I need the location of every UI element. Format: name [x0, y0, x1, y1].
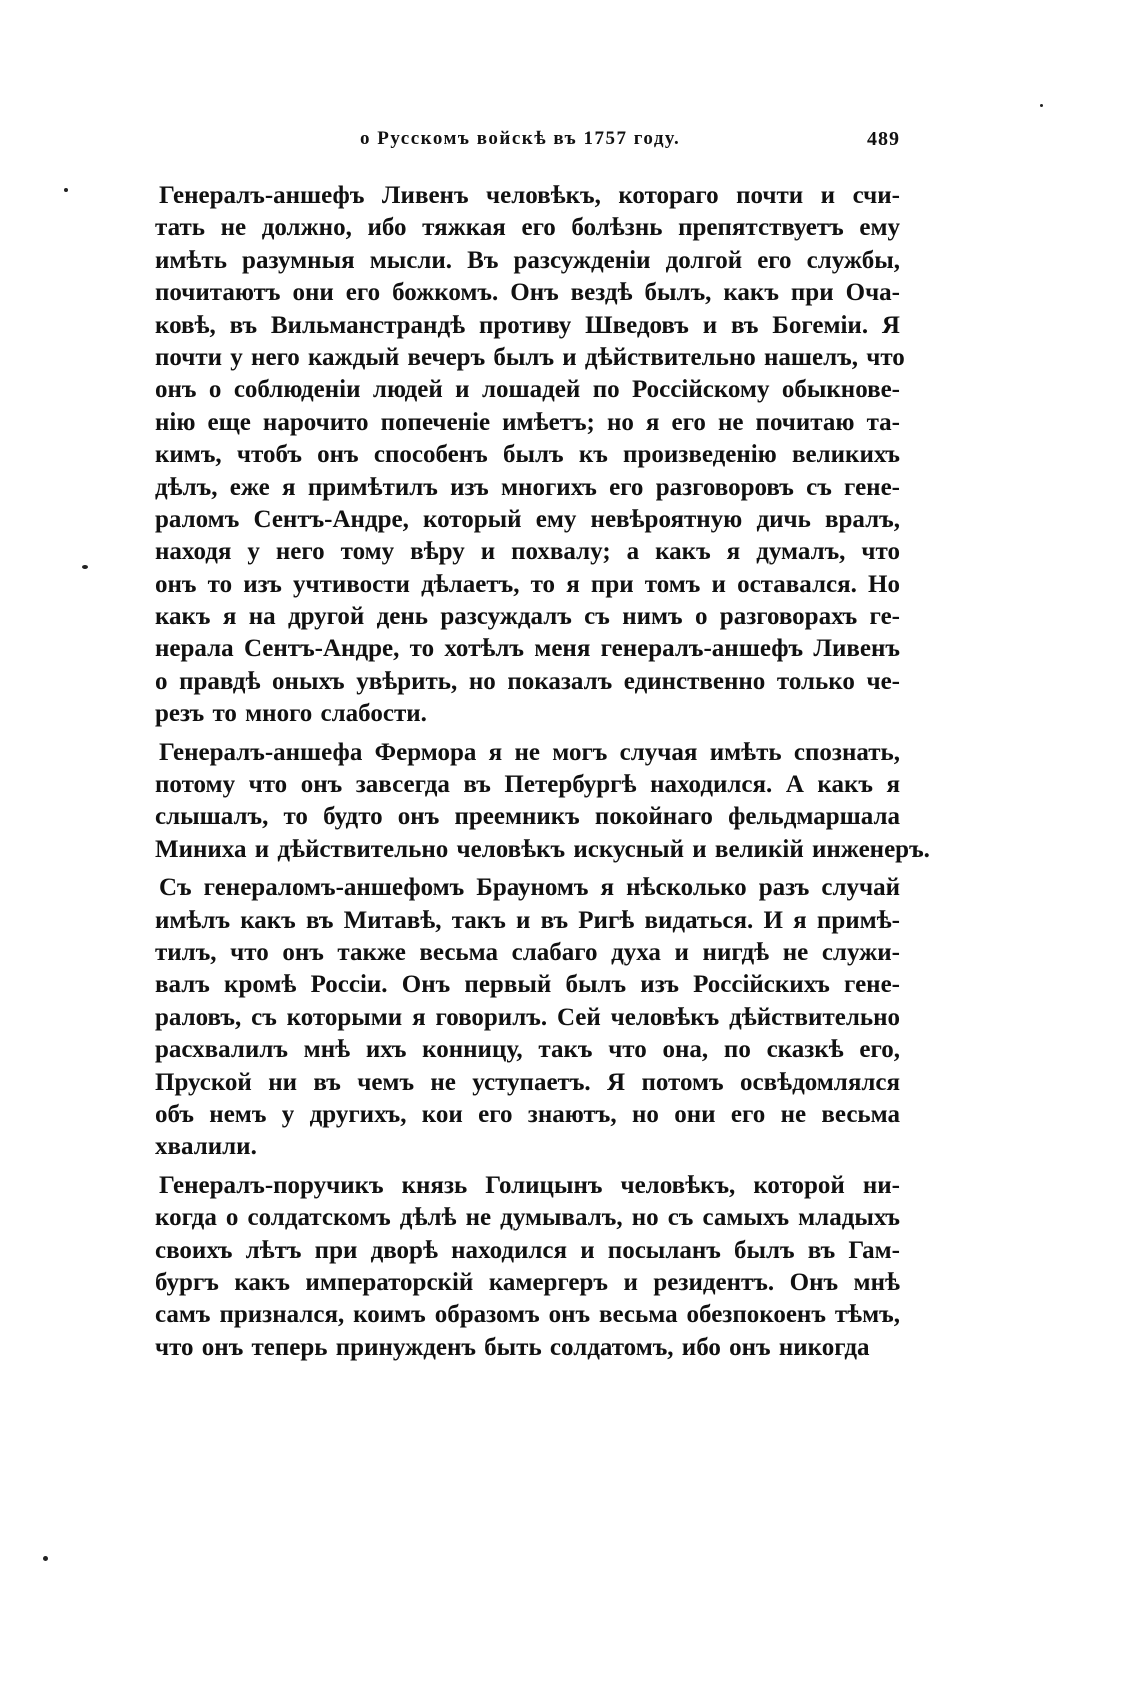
text-line: имѣть разумныя мысли. Въ разсужденіи долгой его службы, [155, 246, 900, 274]
paragraph [155, 737, 930, 867]
text-line: онъ о соблюденіи людей и лошадей по Россійскому обыкнове- [155, 376, 900, 404]
text-line: Генералъ-аншефъ Ливенъ человѣкъ, котораго почти и счи- [159, 182, 900, 209]
paragraph [155, 1170, 900, 1364]
text-line: ковѣ, въ Вильманстрандѣ противу Шведовъ и въ Богеміи. Я [155, 311, 900, 339]
text-line: кимъ, чтобъ онъ способенъ былъ къ произведенію великихъ [155, 441, 900, 469]
text-line: Съ генераломъ-аншефомъ Брауномъ я нѣсколько разъ случай [159, 874, 900, 902]
text-line: самъ признался, коимъ образомъ онъ весьма обезпокоенъ тѣмъ, [155, 1301, 900, 1329]
text-line: Миниха и дѣйствительно человѣкъ искусный и великій инженеръ. [155, 835, 930, 863]
running-head [150, 128, 900, 158]
text-line: раловъ, съ которыми я говорилъ. Сей человѣкъ дѣйствительно [155, 1003, 900, 1031]
text-line: находя у него тому вѣру и похвалу; а какъ я думалъ, что [155, 538, 900, 566]
scan-speck [82, 565, 88, 569]
paragraph [155, 180, 905, 731]
text-line: раломъ Сентъ-Андре, который ему невѣроятную дичь вралъ, [155, 505, 900, 533]
text-line: резъ то много слабости. [155, 700, 427, 728]
scan-speck [1040, 104, 1043, 107]
text-line: объ немъ у другихъ, кои его знаютъ, но они его не весьма [155, 1100, 900, 1128]
text-line: валъ кромѣ Россіи. Онъ первый былъ изъ Россійскихъ гене- [155, 971, 900, 999]
running-title: о Русскомъ войскѣ въ 1757 году. [360, 128, 681, 149]
text-line: тать не должно, ибо тяжкая его болѣзнь препятствуетъ ему [155, 214, 900, 242]
text-line: что онъ теперь принужденъ быть солдатомъ, ибо онъ никогда [155, 1333, 870, 1361]
text-line: своихъ лѣтъ при дворѣ находился и посыланъ былъ въ Гам- [155, 1236, 900, 1264]
text-line: о правдѣ оныхъ увѣрить, но показалъ единственно только че- [155, 667, 900, 695]
text-line: почти у него каждый вечеръ былъ и дѣйствительно нашелъ, что [155, 343, 905, 371]
body-text [155, 180, 930, 1370]
text-line: Генералъ-аншефа Фермора я не могъ случая имѣть спознать, [159, 738, 900, 766]
text-line: когда о солдатскомъ дѣлѣ не думывалъ, но съ самыхъ младыхъ [155, 1204, 900, 1232]
page-number: 489 [867, 128, 900, 150]
paragraph [155, 872, 900, 1164]
text-line: бургъ какъ императорскій камергеръ и резидентъ. Онъ мнѣ [155, 1268, 900, 1296]
text-line: расхвалилъ мнѣ ихъ конницу, такъ что она, по сказкѣ его, [155, 1036, 900, 1064]
text-line: онъ то изъ учтивости дѣлаетъ, то я при томъ и оставался. Но [155, 570, 900, 598]
text-line: какъ я на другой день разсуждалъ съ нимъ о разговорахъ ге- [155, 603, 900, 631]
scan-speck [43, 1556, 48, 1561]
scan-speck [64, 188, 68, 192]
text-line: дѣлъ, еже я примѣтилъ изъ многихъ его разговоровъ съ гене- [155, 473, 900, 501]
text-line: потому что онъ завсегда въ Петербургѣ находился. А какъ я [155, 771, 900, 799]
text-line: хвалили. [155, 1133, 257, 1161]
text-line: Генералъ-поручикъ князь Голицынъ человѣкъ, которой ни- [159, 1171, 900, 1199]
text-line: нію еще нарочито попеченіе имѣетъ; но я его не почитаю та- [155, 408, 900, 436]
text-line: нерала Сентъ-Андре, то хотѣлъ меня генералъ-аншефъ Ливенъ [155, 635, 900, 663]
text-line: тилъ, что онъ также весьма слабаго духа и нигдѣ не служи- [155, 938, 900, 966]
text-line: почитаютъ они его божкомъ. Онъ вездѣ былъ, какъ при Оча- [155, 279, 900, 307]
text-line: слышалъ, то будто онъ преемникъ покойнаго фельдмаршала [155, 803, 900, 831]
text-line: Пруской ни въ чемъ не уступаетъ. Я потомъ освѣдомлялся [155, 1068, 900, 1096]
text-line: имѣлъ какъ въ Митавѣ, такъ и въ Ригѣ видаться. И я примѣ- [155, 906, 900, 934]
